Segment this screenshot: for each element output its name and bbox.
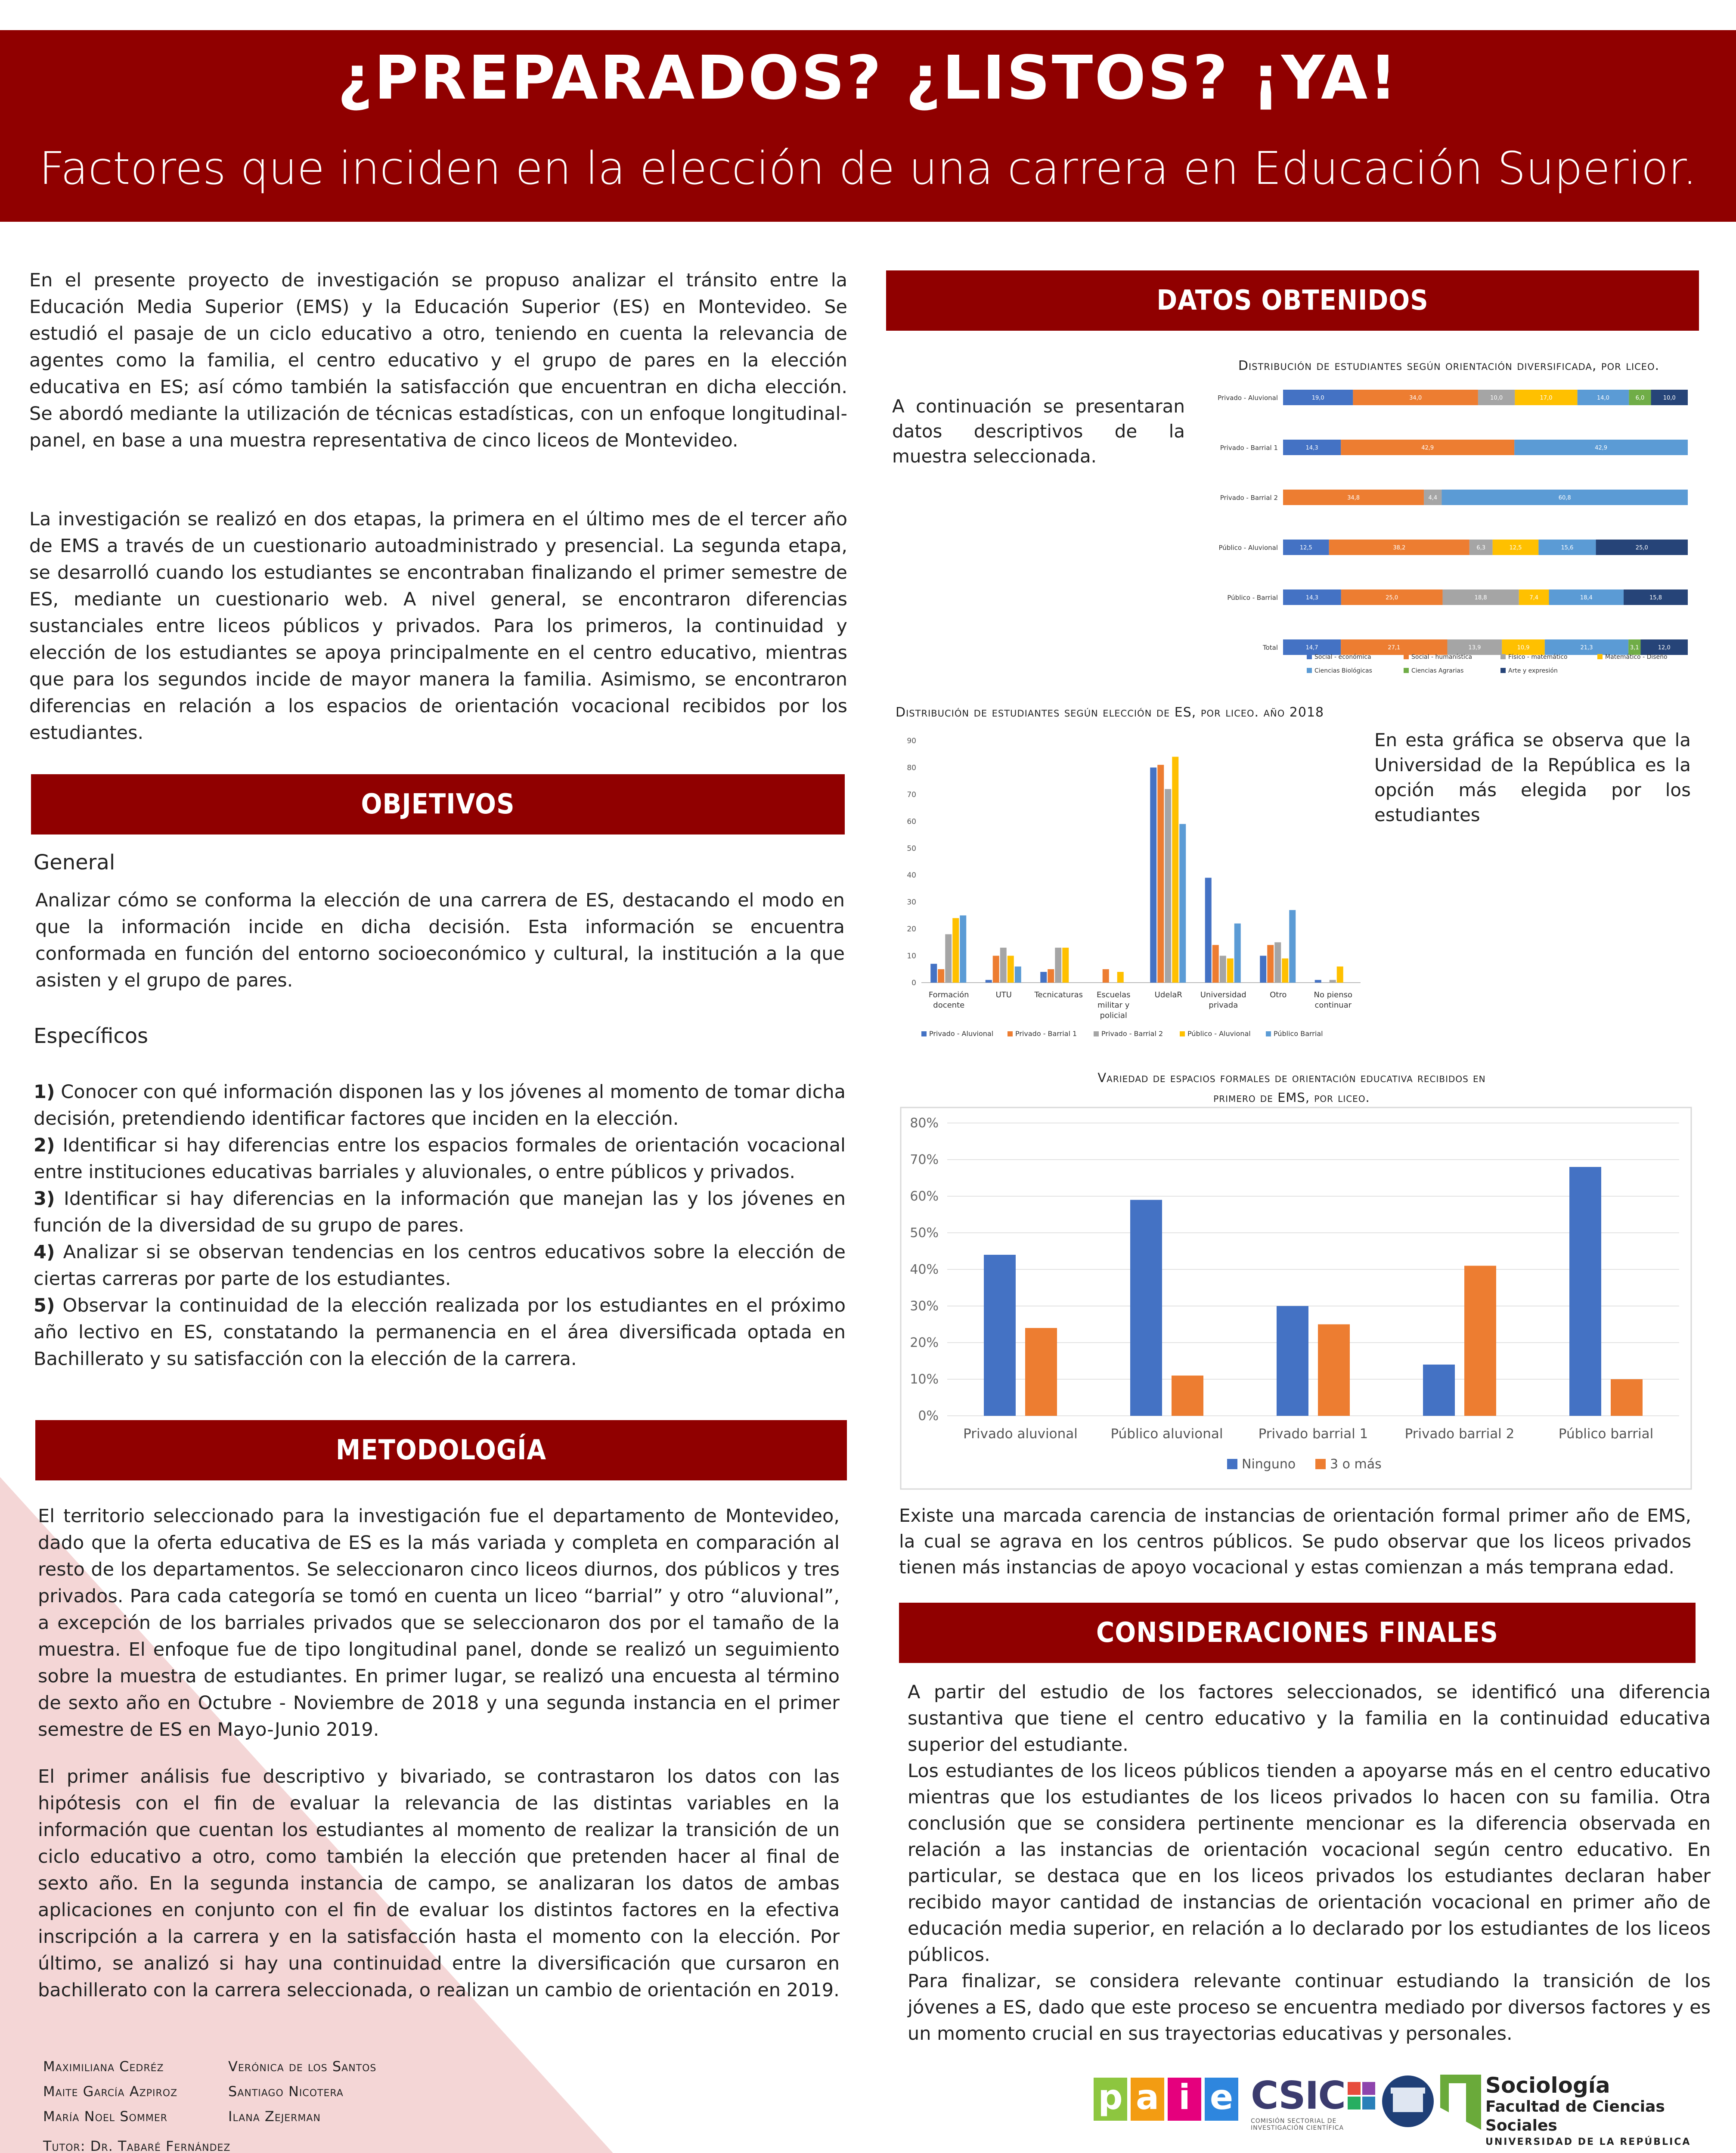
udelar-seal-icon — [1382, 2075, 1434, 2127]
author-name: Verónica de los Santos — [228, 2058, 377, 2075]
page-title: ¿PREPARADOS? ¿LISTOS? ¡YA! — [337, 43, 1399, 113]
author-name: Santiago Nicotera — [228, 2083, 344, 2100]
authors-col-1 — [43, 2054, 177, 2129]
chart2-bar — [1212, 945, 1219, 983]
chart2-bar — [1220, 956, 1226, 983]
datos-heading: DATOS OBTENIDOS — [886, 270, 1699, 331]
general-label: General — [34, 850, 115, 875]
chart3-legend-label: 3 o más — [1330, 1457, 1382, 1472]
chart2-bar — [1234, 924, 1241, 983]
chart1-value-label: 34,0 — [1409, 395, 1422, 401]
chart2-bar — [1172, 757, 1178, 983]
chart1-value-label: 25,0 — [1635, 545, 1648, 551]
chart3-y-tick: 40% — [910, 1262, 939, 1277]
paie-letter: i — [1168, 2078, 1201, 2121]
chart1-value-label: 15,8 — [1649, 595, 1662, 601]
chart1-legend-label: Matemático - Diseño — [1605, 654, 1668, 661]
sociologia-faculty: Facultad de Ciencias Sociales — [1485, 2098, 1665, 2134]
chart1-value-label: 10,9 — [1517, 645, 1530, 651]
chart3-bar — [1569, 1167, 1601, 1416]
chart1-value-label: 21,3 — [1580, 645, 1593, 651]
chart2-bar — [1289, 910, 1296, 983]
chart1-category-label: Privado - Aluvional — [1218, 394, 1278, 402]
chart1-value-label: 17,0 — [1540, 395, 1553, 401]
objetivo-item-3: 3) Identificar si hay diferencias en la información que manejan las y los jóvenes en función de la diversidad de su grupo de pares. — [34, 1188, 846, 1236]
chart1-value-label: 27,1 — [1388, 645, 1401, 651]
chart1-legend-swatch — [1404, 668, 1409, 673]
chart2-bar — [1150, 767, 1156, 983]
chart2-bar — [1267, 945, 1274, 983]
chart1-value-label: 7,4 — [1529, 595, 1539, 601]
chart1-legend-label: Físico - matemático — [1508, 654, 1568, 661]
chart1-legend-swatch — [1307, 654, 1312, 659]
chart2-bar — [1337, 967, 1343, 983]
chart1-category-label: Total — [1262, 644, 1278, 651]
chart2-bar — [945, 934, 952, 983]
chart2-category-label: Universidad — [1200, 990, 1246, 999]
objetivos-heading: OBJETIVOS — [31, 774, 845, 835]
chart2-y-tick: 20 — [907, 925, 916, 934]
chart3-legend-label: Ninguno — [1242, 1457, 1296, 1472]
datos-intro-text: A continuación se presentaran datos descriptivos de la muestra seleccionada. — [892, 396, 1185, 467]
sociologia-logo-icon — [1440, 2075, 1481, 2130]
chart3-orientation-spaces-bar — [900, 1107, 1692, 1490]
chart3-y-tick: 10% — [910, 1372, 939, 1387]
chart2-bar — [952, 918, 959, 983]
chart2-legend-swatch — [1266, 1031, 1271, 1036]
chart1-value-label: 14,0 — [1596, 395, 1609, 401]
chart1-value-label: 18,8 — [1474, 595, 1487, 601]
chart1-value-label: 6,3 — [1476, 545, 1486, 551]
chart3-y-tick: 50% — [910, 1225, 939, 1241]
author-name: María Noel Sommer — [43, 2108, 168, 2125]
chart1-value-label: 12,0 — [1658, 645, 1671, 651]
chart1-category-label: Público - Barrial — [1227, 594, 1278, 602]
consideraciones-paragraph-2: Los estudiantes de los liceos públicos tienden a apoyarse más en el centro educativo mientras que los estudiantes de los liceos privados lo hacen con su familia. Otra conclusión que se considera pertinente mencionar es la diferencia observada en relación a las instancias de orientación vocacional según centro educativo. En particular, se destaca que en los liceos privados los estudiantes declaran haber recibido mayor cantidad de instancias de orientación vocacional en primer año de educación media superior, en relación a lo declarado por los estudiantes de los liceos públicos. — [908, 1760, 1711, 1966]
chart2-category-label: continuar — [1314, 1001, 1352, 1010]
chart3-y-tick: 70% — [910, 1152, 939, 1167]
chart1-value-label: 60,8 — [1558, 495, 1571, 501]
chart2-note: En esta gráfica se observa que la Universidad de la República es la opción más elegida por los estudiantes — [1374, 729, 1691, 825]
chart2-legend-label: Privado - Barrial 2 — [1101, 1030, 1163, 1038]
chart2-bar — [1282, 959, 1288, 983]
metodologia-heading: METODOLOGÍA — [35, 1420, 847, 1480]
chart3-bar — [1277, 1306, 1308, 1416]
csic-logo — [1251, 2073, 1376, 2131]
chart1-value-label: 42,9 — [1595, 445, 1608, 451]
chart2-bar — [1205, 878, 1212, 983]
chart2-bar — [1165, 789, 1171, 983]
chart3-bar — [1172, 1376, 1203, 1416]
chart1-value-label: 4,4 — [1428, 495, 1438, 501]
chart3-y-tick: 60% — [910, 1189, 939, 1204]
chart1-orientation-stacked-bar — [1197, 379, 1701, 689]
chart3-y-tick: 80% — [910, 1116, 939, 1131]
paie-letter: e — [1205, 2078, 1238, 2121]
especificos-list — [34, 1079, 846, 1372]
chart1-value-label: 25,0 — [1386, 595, 1398, 601]
chart1-legend-swatch — [1597, 654, 1603, 659]
paie-logo — [1094, 2078, 1238, 2121]
chart2-bar — [1179, 824, 1186, 983]
consideraciones-heading: CONSIDERACIONES FINALES — [899, 1603, 1696, 1663]
chart1-category-label: Privado - Barrial 2 — [1220, 494, 1278, 502]
chart2-legend-swatch — [1180, 1031, 1185, 1036]
chart1-value-label: 34,8 — [1347, 495, 1360, 501]
chart1-legend-swatch — [1307, 668, 1312, 673]
chart2-y-tick: 0 — [911, 979, 916, 987]
chart2-title: Distribución de estudiantes según elección de ES, por liceo. año 2018 — [896, 705, 1324, 720]
chart3-bar — [984, 1255, 1016, 1416]
chart2-legend-swatch — [1008, 1031, 1013, 1036]
chart1-title: Distribución de estudiantes según orientación diversificada, por liceo. — [1238, 358, 1660, 373]
chart3-category-label: Público barrial — [1558, 1426, 1654, 1442]
chart2-bar — [1157, 765, 1164, 983]
chart3-bar — [1611, 1379, 1643, 1416]
sociologia-logo-text — [1485, 2073, 1727, 2149]
chart2-bar — [1103, 969, 1109, 983]
csic-logo-text: CSIC — [1251, 2073, 1345, 2118]
chart2-category-label: Tecnicaturas — [1034, 990, 1083, 999]
chart1-value-label: 10,0 — [1663, 395, 1676, 401]
chart2-legend-swatch — [1094, 1031, 1099, 1036]
chart2-legend-swatch — [921, 1031, 927, 1036]
chart2-bar — [1062, 948, 1069, 983]
chart1-value-label: 18,4 — [1580, 595, 1593, 601]
chart1-value-label: 10,0 — [1490, 395, 1503, 401]
chart3-y-tick: 0% — [918, 1408, 939, 1424]
paie-letter: a — [1131, 2078, 1164, 2121]
csic-subtitle-1: COMISIÓN SECTORIAL DE — [1251, 2118, 1337, 2125]
chart2-y-tick: 80 — [907, 763, 916, 772]
chart2-bar — [986, 980, 992, 983]
chart1-legend-swatch — [1500, 668, 1506, 673]
chart3-bar — [1025, 1328, 1057, 1416]
chart2-es-choice-bar — [887, 728, 1369, 1046]
chart1-value-label: 14,3 — [1305, 595, 1318, 601]
chart2-y-tick: 10 — [907, 952, 916, 961]
chart2-bar — [1000, 948, 1007, 983]
objetivo-item-5: 5) Observar la continuidad de la elección realizada por los estudiantes en el próximo año lectivo en ES, constatando la permanencia en el área diversificada optada en Bachillerato y su satisfacción con la elección de la carrera. — [34, 1295, 846, 1370]
chart2-category-label: No pienso — [1314, 990, 1352, 999]
csic-subtitle-2: INVESTIGACIÓN CIENTÍFICA — [1251, 2125, 1344, 2131]
chart1-value-label: 12,5 — [1299, 545, 1312, 551]
intro-paragraph-1: En el presente proyecto de investigación se propuso analizar el tránsito entre la Educación Media Superior (EMS) y la Educación Superior (ES) en Montevideo. Se estudió el pasaje de un ciclo educativo a otro, teniendo en cuenta la relevancia de agentes como la familia, el centro educativo y el grupo de pares en la elección educativa en ES; así cómo también la satisfacción que encuentran en dicha elección. Se abordó mediante la utilización de técnicas estadísticas, con un enfoque longitudinal-panel, en base a una muestra representativa de cinco liceos de Montevideo. — [29, 270, 847, 451]
chart1-legend-swatch — [1500, 654, 1506, 659]
objetivo-item-1: 1) Conocer con qué información disponen las y los jóvenes al momento de tomar dicha decisión, pretendiendo identificar factores que inciden en la elección. — [34, 1081, 846, 1129]
chart2-y-tick: 90 — [907, 737, 916, 745]
chart1-legend-label: Ciencias Agrarias — [1411, 667, 1464, 674]
chart1-value-label: 12,5 — [1509, 545, 1522, 551]
chart1-legend-label: Arte y expresión — [1508, 667, 1558, 674]
chart1-value-label: 38,2 — [1393, 545, 1406, 551]
chart3-category-label: Privado barrial 2 — [1404, 1426, 1515, 1442]
author-name: Maximiliana Cedréz — [43, 2058, 164, 2075]
chart3-bar — [1318, 1325, 1350, 1416]
chart2-category-label: Escuelas — [1096, 990, 1131, 999]
chart1-legend-label: Social - económica — [1314, 654, 1371, 661]
chart2-bar — [960, 915, 966, 983]
chart3-category-label: Público aluvional — [1110, 1426, 1223, 1442]
chart2-category-label: docente — [933, 1001, 965, 1010]
tutor-name: Tutor: Dr. Tabaré Fernández — [43, 2138, 231, 2153]
chart2-bar — [938, 969, 944, 983]
consideraciones-paragraph-1: A partir del estudio de los factores seleccionados, se identificó una diferencia sustantiva que tiene el centro educativo y la familia en la continuidad educativa superior del estudiante. — [908, 1681, 1711, 1756]
chart2-legend-label: Privado - Barrial 1 — [1015, 1030, 1077, 1038]
chart1-category-label: Público - Aluvional — [1218, 544, 1278, 552]
chart3-bar — [1130, 1200, 1162, 1416]
chart2-bar — [1117, 972, 1124, 983]
chart2-y-tick: 50 — [907, 844, 916, 853]
chart3-category-label: Privado barrial 1 — [1258, 1426, 1368, 1442]
chart2-legend-label: Público - Aluvional — [1187, 1030, 1251, 1038]
chart3-y-tick: 30% — [910, 1299, 939, 1314]
paie-letter: p — [1094, 2078, 1127, 2121]
page-subtitle: Factores que inciden en la elección de una carrera en Educación Superior. — [39, 142, 1697, 195]
csic-squares-icon — [1348, 2082, 1375, 2110]
chart2-bar — [1040, 972, 1047, 983]
sociologia-university: UNIVERSIDAD DE LA REPÚBLICA — [1485, 2137, 1691, 2147]
especificos-label: Específicos — [34, 1024, 149, 1048]
consideraciones-text — [908, 1679, 1711, 2047]
chart2-category-label: Otro — [1270, 990, 1287, 999]
chart1-value-label: 15,6 — [1561, 545, 1574, 551]
metodologia-paragraph-1: El territorio seleccionado para la investigación fue el departamento de Montevideo, dado que la oferta educativa de ES es la más variada y completa en comparación al resto de los departamentos. Se seleccionaron cinco liceos diurnos, dos públicos y tres privados. Para cada categoría se tomó en cuenta un liceo “barrial” y otro “aluvional”, a excepción de los barriales privados que se seleccionaron dos por el tamaño de la muestra. El enfoque fue de tipo longitudinal panel, donde se realizó un seguimiento sobre la muestra de estudiantes. En primer lugar, se realizó una encuesta al término de sexto año en Octubre - Noviembre de 2018 y una segunda instancia en el primer semestre de ES en Mayo-Junio 2019. — [38, 1505, 840, 1740]
chart2-bar — [993, 956, 999, 983]
chart1-value-label: 14,3 — [1305, 445, 1318, 451]
chart3-title — [900, 1068, 1683, 1108]
chart3-note: Existe una marcada carencia de instancias de orientación formal primer año de EMS, la cual se agrava en los centros públicos. Se pudo observar que los liceos privados tienen más instancias de apoyo vocacional y estas comienzan a más temprana edad. — [899, 1505, 1691, 1578]
chart2-category-label: Formación — [928, 990, 969, 999]
chart2-category-label: militar y — [1097, 1001, 1130, 1010]
author-name: Maite García Azpiroz — [43, 2083, 178, 2100]
objetivo-item-2: 2) Identificar si hay diferencias entre los espacios formales de orientación vocacional entre instituciones educativas barriales y aluvionales, o entre públicos y privados. — [34, 1135, 846, 1183]
chart2-category-label: UdelaR — [1154, 990, 1182, 999]
chart1-value-label: 42,9 — [1421, 445, 1434, 451]
chart2-bar — [1260, 956, 1266, 983]
objetivo-item-4: 4) Analizar si se observan tendencias en los centros educativos sobre la elección de ciertas carreras por parte de los estudiantes. — [34, 1241, 846, 1290]
chart3-category-label: Privado aluvional — [963, 1426, 1078, 1442]
chart2-bar — [1015, 967, 1021, 983]
chart3-legend-swatch — [1227, 1459, 1237, 1469]
chart3-bar — [1423, 1365, 1455, 1416]
chart1-category-label: Privado - Barrial 1 — [1220, 444, 1278, 452]
chart2-y-tick: 70 — [907, 790, 916, 799]
chart1-value-label: 6,0 — [1635, 395, 1645, 401]
chart2-bar — [930, 964, 937, 983]
chart1-legend-label: Social - humanística — [1411, 654, 1472, 661]
chart1-value-label: 19,0 — [1311, 395, 1324, 401]
chart2-bar — [1330, 980, 1336, 983]
chart3-legend-swatch — [1315, 1459, 1326, 1469]
chart3-y-tick: 20% — [910, 1335, 939, 1350]
intro-paragraph-2: La investigación se realizó en dos etapas, la primera en el último mes de el tercer año de EMS a través de un cuestionario autoadministrado y presencial. La segunda etapa, se desarrolló cuando los estudiantes se encontraban finalizando el primer semestre de ES, mediante un cuestionario web. A nivel general, se encontraron diferencias sustanciales entre liceos públicos y privados. Para los primeros, la continuidad y elección de los estudiantes se apoya principalmente en el centro educativo, mientras que para los segundos incide de mayor manera la familia. Asimismo, se encontraron diferencias en relación a los espacios de orientación vocacional recibidos por los estudiantes. — [29, 509, 847, 744]
chart2-bar — [1227, 959, 1234, 983]
metodologia-paragraph-2: El primer análisis fue descriptivo y bivariado, se contrastaron los datos con las hipótesis con el fin de evaluar la relevancia de las distintas variables en la información que cuentan los estudiantes al momento de realizar la transición de un ciclo educativo a otro, como también la elección que pretenden hacer al final de sexto año. En la segunda instancia de campo, se analizaran los datos de ambas aplicaciones en conjunto con el fin de evaluar los distintos factores en la efectiva inscripción a la carrera y en la satisfacción hasta el momento con la elección. Por último, se analizó si hay una continuidad entre la diversificación que cursaron en bachillerato con la carrera seleccionada, o realizan un cambio de orientación en 2019. — [38, 1766, 840, 2001]
chart2-y-tick: 30 — [907, 898, 916, 907]
chart2-bar — [1315, 980, 1321, 983]
author-name: Ilana Zejerman — [228, 2108, 321, 2125]
chart2-category-label: UTU — [995, 990, 1012, 999]
chart2-bar — [1055, 948, 1061, 983]
chart1-value-label: 3,1 — [1630, 645, 1639, 651]
chart2-legend-label: Público Barrial — [1274, 1030, 1323, 1038]
chart2-y-tick: 60 — [907, 817, 916, 826]
chart3-bar — [1464, 1266, 1496, 1416]
chart2-category-label: policial — [1100, 1011, 1127, 1020]
chart2-bar — [1274, 942, 1281, 983]
consideraciones-paragraph-3: Para finalizar, se considera relevante continuar estudiando la transición de los jóvenes a ES, dado que este proceso se encuentra mediado por diversos factores y es un momento crucial en sus trayectorias educativas y personales. — [908, 1970, 1711, 2044]
authors-col-2 — [228, 2054, 376, 2129]
chart1-legend-swatch — [1404, 654, 1409, 659]
chart2-legend-label: Privado - Aluvional — [929, 1030, 994, 1038]
chart2-bar — [1048, 969, 1054, 983]
general-text: Analizar cómo se conforma la elección de una carrera de ES, destacando el modo en que la información incide en dicha decisión. Esta información se encuentra conformada en función del entorno socioeconómico y cultural, la institución a la que asisten y el grupo de pares. — [35, 890, 845, 991]
chart1-value-label: 13,9 — [1468, 645, 1481, 651]
chart3-title-line1: Variedad de espacios formales de orientación educativa recibidos en — [1097, 1070, 1486, 1085]
chart3-title-line2: primero de EMS, por liceo. — [1213, 1090, 1370, 1105]
chart2-category-label: privada — [1209, 1001, 1238, 1010]
chart2-y-tick: 40 — [907, 871, 916, 880]
chart2-bar — [1008, 956, 1014, 983]
chart1-legend-label: Ciencias Biológicas — [1314, 667, 1372, 674]
chart1-value-label: 14,7 — [1305, 645, 1318, 651]
sociologia-title: Sociología — [1485, 2073, 1610, 2098]
